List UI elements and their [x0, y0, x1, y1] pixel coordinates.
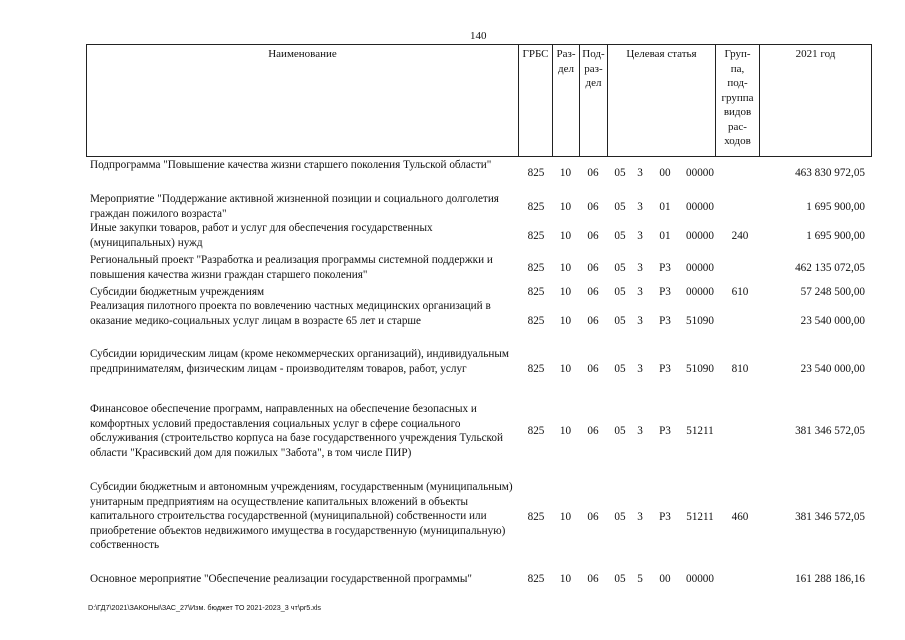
row-vr: 460	[731, 511, 749, 523]
row-grbs: 825	[527, 573, 545, 585]
row-cs1: 05	[614, 363, 626, 375]
row-amount: 462 135 072,05	[795, 262, 865, 274]
header-grbs: ГРБС	[518, 44, 552, 156]
row-cs4: 00000	[686, 286, 714, 298]
row-name: Субсидии бюджетным учреждениям	[90, 286, 265, 298]
row-cs1: 05	[614, 425, 626, 437]
header-name: Наименование	[86, 44, 518, 156]
row-cs2: 3	[637, 425, 643, 437]
row-cs2: 3	[637, 315, 643, 327]
row-rz: 10	[559, 363, 572, 375]
row-cs3: P3	[659, 363, 671, 375]
row-rz: 10	[559, 573, 572, 585]
row-cs3: 01	[659, 201, 671, 213]
row-amount: 381 346 572,05	[795, 511, 865, 523]
row-cs1: 05	[614, 167, 626, 179]
row-grbs: 825	[527, 315, 545, 327]
row-pr: 06	[587, 573, 599, 585]
row-cs2: 3	[637, 230, 643, 242]
row-cs3: 00	[659, 573, 671, 585]
page-number: 140	[470, 30, 487, 42]
row-amount: 23 540 000,00	[800, 315, 865, 327]
row-rz: 10	[559, 315, 572, 327]
row-cs4: 51090	[686, 315, 714, 327]
row-cs1: 05	[614, 315, 626, 327]
row-cs2: 3	[637, 363, 643, 375]
row-pr: 06	[587, 286, 599, 298]
row-cs4: 51211	[686, 511, 714, 523]
row-cs1: 05	[614, 511, 626, 523]
row-amount: 381 346 572,05	[795, 425, 865, 437]
header-podrazdel: Под- раз- дел	[579, 44, 607, 156]
row-cs2: 5	[637, 573, 643, 585]
row-cs4: 51211	[686, 425, 714, 437]
row-grbs: 825	[527, 230, 545, 242]
row-cs4: 00000	[686, 167, 714, 179]
row-cs1: 05	[614, 573, 626, 585]
row-cs3: 01	[659, 230, 671, 242]
header-razdel: Раз- дел	[552, 44, 579, 156]
row-vr: 810	[731, 363, 749, 375]
row-grbs: 825	[527, 425, 545, 437]
row-vr: 610	[731, 286, 749, 298]
row-name: Мероприятие "Поддержание активной жизненной позиции и социального долголетия граждан пожилого возраста"	[90, 193, 499, 220]
row-grbs: 825	[527, 167, 545, 179]
row-name: Субсидии бюджетным и автономным учреждениям, государственным (муниципальным) унитарным предприятиям на осуществление капитальных вложений в объекты капитального строительства государственной (муниципальной) собственности или приобретение объектов недвижимого имущества в государственную (муниципальную) собственность	[90, 481, 513, 552]
row-rz: 10	[559, 425, 572, 437]
row-pr: 06	[587, 167, 599, 179]
row-grbs: 825	[527, 262, 545, 274]
row-cs1: 05	[614, 201, 626, 213]
row-name: Основное мероприятие "Обеспечение реализации государственной программы"	[90, 573, 472, 585]
row-amount: 1 695 900,00	[806, 201, 865, 213]
row-cs4: 00000	[686, 201, 714, 213]
row-cs2: 3	[637, 511, 643, 523]
row-amount: 161 288 186,16	[795, 573, 865, 585]
row-cs3: P3	[659, 315, 671, 327]
row-amount: 57 248 500,00	[800, 286, 865, 298]
header-target: Целевая статья	[607, 44, 715, 156]
row-pr: 06	[587, 315, 599, 327]
row-pr: 06	[587, 230, 599, 242]
row-amount: 463 830 972,05	[795, 167, 865, 179]
row-rz: 10	[559, 262, 572, 274]
header-year: 2021 год	[759, 44, 872, 156]
row-cs3: P3	[659, 511, 671, 523]
row-cs2: 3	[637, 262, 643, 274]
row-cs2: 3	[637, 167, 643, 179]
row-rz: 10	[559, 286, 572, 298]
row-cs2: 3	[637, 286, 643, 298]
row-cs3: P3	[659, 286, 671, 298]
row-amount: 23 540 000,00	[800, 363, 865, 375]
row-cs1: 05	[614, 230, 626, 242]
row-pr: 06	[587, 262, 599, 274]
row-pr: 06	[587, 363, 599, 375]
row-pr: 06	[587, 425, 599, 437]
row-rz: 10	[559, 201, 572, 213]
header-bottom-border	[86, 156, 872, 157]
row-cs1: 05	[614, 262, 626, 274]
row-vr: 240	[731, 230, 749, 242]
row-grbs: 825	[527, 511, 545, 523]
row-name: Финансовое обеспечение программ, направленных на обеспечение безопасных и комфортных условий предоставления социальных услуг в сфере социального обслуживания (строительство корпуса на базе государственного учреждения Тульской области "Красивский дом для пожилых "Забота", в том числе ПИР)	[90, 403, 503, 459]
row-name: Субсидии юридическим лицам (кроме некоммерческих организаций), индивидуальным предпринимателям, физическим лицам - производителям товаров, работ, услуг	[90, 348, 509, 375]
row-rz: 10	[559, 511, 572, 523]
row-grbs: 825	[527, 286, 545, 298]
row-cs3: P3	[659, 262, 671, 274]
row-cs1: 05	[614, 286, 626, 298]
row-name: Подпрограмма "Повышение качества жизни старшего поколения Тульской области"	[90, 159, 492, 171]
row-cs4: 00000	[686, 262, 714, 274]
row-name: Иные закупки товаров, работ и услуг для обеспечения государственных (муниципальных) нужд	[90, 222, 433, 249]
row-cs2: 3	[637, 201, 643, 213]
row-name: Реализация пилотного проекта по вовлечению частных медицинских организаций в оказание медико-социальных услуг лицам в возрасте 65 лет и старше	[90, 300, 491, 327]
row-amount: 1 695 900,00	[806, 230, 865, 242]
row-cs3: 00	[659, 167, 671, 179]
row-rz: 10	[559, 230, 572, 242]
row-cs4: 00000	[686, 230, 714, 242]
row-cs3: P3	[659, 425, 671, 437]
row-rz: 10	[559, 167, 572, 179]
row-pr: 06	[587, 201, 599, 213]
row-pr: 06	[587, 511, 599, 523]
row-cs4: 51090	[686, 363, 714, 375]
row-name: Региональный проект "Разработка и реализация программы системной поддержки и повышения качества жизни граждан старшего поколения"	[90, 254, 493, 281]
footer-path: D:\ГД7\2021\ЗАКОНЫ\ЗАС_27\Изм. бюджет ТО 2021-2023_3 чт\pr5.xls	[88, 603, 321, 612]
row-grbs: 825	[527, 201, 545, 213]
header-group: Груп- па, под- группа видов рас- ходов	[715, 44, 759, 156]
row-grbs: 825	[527, 363, 545, 375]
row-cs4: 00000	[686, 573, 714, 585]
